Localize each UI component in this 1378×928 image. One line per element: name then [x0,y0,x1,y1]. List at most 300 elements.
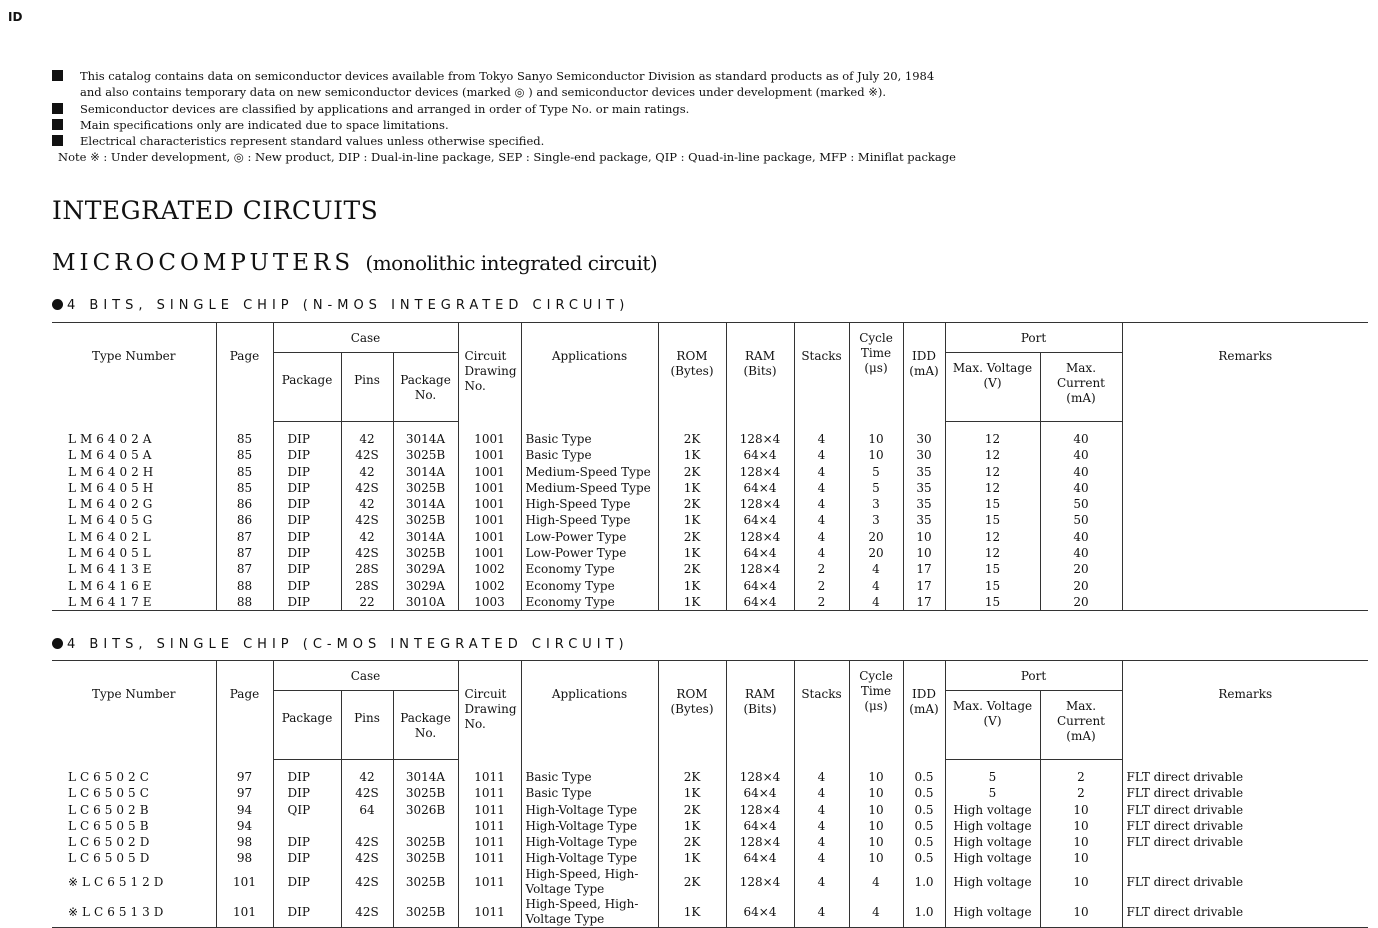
cell-max-current: 20 [1040,578,1122,594]
cell-max-current: 10 [1040,834,1122,850]
cell-page: 86 [216,512,273,528]
cell-cycle-time: 4 [849,594,903,611]
cell-applications: Low-Power Type [521,529,658,545]
cell-type-number: LM6405L [68,546,155,561]
cell-max-current: 20 [1040,561,1122,577]
cell-ram: 128×4 [726,760,794,786]
table-row [52,496,1368,512]
table-row [52,785,1368,801]
cell-pins: 42 [341,422,393,448]
cell-circuit-drawing: 1003 [458,594,521,611]
cell-max-voltage: 12 [945,422,1040,448]
cell-package: QIP [273,802,341,818]
cell-package: DIP [273,529,341,545]
cell-stacks: 4 [794,480,849,496]
cell-page: 85 [216,464,273,480]
cell-ram: 64×4 [726,850,794,866]
col-package-no: Package No. [393,691,458,760]
cell-remarks: FLT direct drivable [1122,834,1368,850]
cell-circuit-drawing: 1011 [458,867,521,897]
cell-idd: 1.0 [903,897,945,928]
col-applications: Applications [521,323,658,422]
col-pins: Pins [341,691,393,760]
table-row [52,578,1368,594]
cell-type-number: LC6505D [68,851,154,866]
cell-remarks [1122,447,1368,463]
cell-idd: 0.5 [903,834,945,850]
cell-idd: 0.5 [903,818,945,834]
cell-ram: 64×4 [726,545,794,561]
cell-applications: High-Speed Type [521,496,658,512]
cell-rom: 2K [658,867,726,897]
col-pins: Pins [341,353,393,422]
cell-package [273,818,341,834]
cell-max-current: 40 [1040,447,1122,463]
nmos-table-body [52,422,1368,611]
cell-applications: Economy Type [521,561,658,577]
cell-stacks: 4 [794,529,849,545]
col-ram: RAM (Bits) [726,661,794,760]
cell-max-voltage: High voltage [945,850,1040,866]
col-port: Port [945,661,1122,691]
cell-package: DIP [273,512,341,528]
cell-rom: 1K [658,447,726,463]
col-idd: IDD (mA) [903,661,945,760]
cell-package-no: 3025B [393,545,458,561]
note-legend: Note ※ : Under development, ◎ : New product, DIP : Dual-in-line package, SEP : Single-end package, QIP : Quad-in-line package, MFP : Miniflat package [58,150,956,165]
table-row [52,802,1368,818]
note-line: and also contains temporary data on new semiconductor devices (marked ◎ ) and semiconductor devices under development (marked ※). [80,85,886,100]
cell-applications: High-Speed, High-Voltage Type [521,867,658,897]
col-applications: Applications [521,661,658,760]
cell-stacks: 4 [794,760,849,786]
cell-remarks [1122,561,1368,577]
cell-package-no: 3014A [393,422,458,448]
cell-package-no: 3014A [393,760,458,786]
col-stacks: Stacks [794,323,849,422]
cell-stacks: 4 [794,867,849,897]
cell-package-no: 3025B [393,834,458,850]
cell-circuit-drawing: 1001 [458,529,521,545]
cell-remarks: FLT direct drivable [1122,818,1368,834]
col-remarks: Remarks [1122,661,1368,760]
cell-idd: 30 [903,447,945,463]
cell-circuit-drawing: 1011 [458,802,521,818]
cell-max-voltage: High voltage [945,802,1040,818]
round-bullet-icon [52,638,63,649]
cell-circuit-drawing: 1001 [458,480,521,496]
cell-pins: 42 [341,760,393,786]
cell-pins: 42S [341,545,393,561]
cell-ram: 128×4 [726,464,794,480]
cell-page: 98 [216,850,273,866]
cell-page: 86 [216,496,273,512]
cell-applications: Medium-Speed Type [521,480,658,496]
page-title: INTEGRATED CIRCUITS [52,196,379,225]
cell-stacks: 2 [794,594,849,611]
cell-rom: 2K [658,464,726,480]
col-page: Page [216,661,273,760]
cell-circuit-drawing: 1001 [458,545,521,561]
cell-type-number: ※LC6513D [52,897,216,928]
cell-remarks [1122,480,1368,496]
cell-package-no: 3026B [393,802,458,818]
cell-circuit-drawing: 1001 [458,512,521,528]
cell-applications: Basic Type [521,760,658,786]
cell-package-no: 3029A [393,561,458,577]
cell-remarks [1122,529,1368,545]
cell-rom: 2K [658,496,726,512]
cell-idd: 10 [903,529,945,545]
col-package: Package [273,353,341,422]
cell-pins: 28S [341,578,393,594]
cell-rom: 2K [658,834,726,850]
cell-cycle-time: 3 [849,512,903,528]
cell-page: 85 [216,447,273,463]
cell-page: 101 [216,897,273,928]
table-row [52,529,1368,545]
cell-stacks: 4 [794,422,849,448]
cell-page: 94 [216,802,273,818]
table-title: 4 BITS, SINGLE CHIP (C-MOS INTEGRATED CIRCUIT) [52,637,629,652]
col-rom: ROM (Bytes) [658,323,726,422]
col-max-current: Max. Current (mA) [1040,691,1122,760]
cell-package-no: 3014A [393,529,458,545]
round-bullet-icon [52,299,63,310]
cell-type-number: LC6505C [68,786,153,801]
cell-stacks: 4 [794,802,849,818]
cell-package: DIP [273,480,341,496]
cell-rom: 1K [658,850,726,866]
cell-idd: 17 [903,561,945,577]
col-case: Case [273,323,458,353]
cell-package: DIP [273,760,341,786]
table-row [52,422,1368,448]
cell-remarks: FLT direct drivable [1122,760,1368,786]
table-row [52,594,1368,611]
cell-type-number: LM6416E [68,578,156,593]
section-heading-note: (monolithic integrated circuit) [365,251,658,275]
cell-stacks: 4 [794,834,849,850]
cell-rom: 2K [658,529,726,545]
cell-circuit-drawing: 1011 [458,785,521,801]
cell-circuit-drawing: 1001 [458,464,521,480]
cell-applications: Low-Power Type [521,545,658,561]
cell-ram: 64×4 [726,897,794,928]
cell-package-no [393,818,458,834]
note-line: This catalog contains data on semiconductor devices available from Tokyo Sanyo Semiconductor Division as standard products as of July 20, 1984 [52,68,956,84]
cell-ram: 64×4 [726,512,794,528]
cell-package: DIP [273,496,341,512]
cell-page: 85 [216,480,273,496]
cell-applications: High-Voltage Type [521,818,658,834]
cell-remarks: FLT direct drivable [1122,802,1368,818]
col-max-current: Max. Current (mA) [1040,353,1122,422]
cell-type-number: LM6405H [68,480,158,495]
cell-pins: 42S [341,512,393,528]
cell-applications: High-Speed Type [521,512,658,528]
table-row [52,480,1368,496]
cell-type-number: LM6413E [68,562,156,577]
cell-pins: 22 [341,594,393,611]
cell-pins: 42 [341,496,393,512]
cell-applications: Basic Type [521,447,658,463]
cell-cycle-time: 4 [849,578,903,594]
cell-max-voltage: High voltage [945,867,1040,897]
cell-idd: 1.0 [903,867,945,897]
cell-max-current: 2 [1040,760,1122,786]
table-row [52,850,1368,866]
cell-type-number: LM6402G [68,497,157,512]
cell-remarks [1122,578,1368,594]
cell-stacks: 4 [794,496,849,512]
cell-max-voltage: 15 [945,496,1040,512]
section-heading-text: MICROCOMPUTERS [52,250,355,276]
cell-package-no: 3025B [393,785,458,801]
cell-cycle-time: 20 [849,529,903,545]
cell-package-no: 3025B [393,512,458,528]
cell-ram: 64×4 [726,818,794,834]
cell-rom: 1K [658,480,726,496]
cell-cycle-time: 10 [849,802,903,818]
cell-idd: 0.5 [903,760,945,786]
cell-page: 87 [216,561,273,577]
cell-cycle-time: 4 [849,897,903,928]
cell-type-number: LM6417E [52,594,216,611]
cell-max-voltage: 5 [945,760,1040,786]
cell-cycle-time: 10 [849,850,903,866]
cell-stacks: 4 [794,447,849,463]
cell-cycle-time: 10 [849,834,903,850]
cell-page: 97 [216,785,273,801]
cell-max-voltage: 5 [945,785,1040,801]
cell-type-number: LM6402A [68,431,156,446]
col-remarks: Remarks [1122,323,1368,422]
cell-stacks: 2 [794,561,849,577]
cell-page: 85 [216,422,273,448]
cell-max-current: 40 [1040,545,1122,561]
cell-applications: Medium-Speed Type [521,464,658,480]
col-max-voltage: Max. Voltage (V) [945,353,1040,422]
cell-stacks: 2 [794,578,849,594]
cell-page: 87 [216,545,273,561]
col-circuit-drawing: Circuit Drawing No. [458,323,521,422]
col-cycle-time: Cycle Time (μs) [849,323,903,422]
cell-remarks [1122,594,1368,611]
cmos-spec-table [52,660,1368,928]
col-case: Case [273,661,458,691]
cell-remarks [1122,464,1368,480]
col-max-voltage: Max. Voltage (V) [945,691,1040,760]
cell-max-voltage: 12 [945,447,1040,463]
cell-package: DIP [273,834,341,850]
cell-package-no: 3025B [393,897,458,928]
cell-max-current: 40 [1040,480,1122,496]
cell-stacks: 4 [794,850,849,866]
cell-max-voltage: High voltage [945,818,1040,834]
cell-package-no: 3025B [393,480,458,496]
cell-idd: 35 [903,464,945,480]
cell-cycle-time: 10 [849,785,903,801]
cell-type-number: LM6402H [68,464,158,479]
cell-pins: 42S [341,850,393,866]
cell-type-number: LC6502B [68,802,153,817]
square-bullet-icon [52,119,63,130]
cell-page: 94 [216,818,273,834]
table-row [52,834,1368,850]
cell-type-number: LC6502C [68,769,153,784]
cell-rom: 1K [658,512,726,528]
col-package-no: Package No. [393,353,458,422]
cell-pins: 42S [341,897,393,928]
cell-max-voltage: High voltage [945,834,1040,850]
cell-idd: 35 [903,512,945,528]
cell-page: 88 [216,578,273,594]
cell-package: DIP [273,464,341,480]
cell-remarks [1122,496,1368,512]
cell-circuit-drawing: 1011 [458,818,521,834]
cell-idd: 0.5 [903,850,945,866]
cell-rom: 2K [658,760,726,786]
col-type-number: Type Number [52,661,216,760]
catalog-notes [52,68,956,166]
cell-idd: 35 [903,496,945,512]
section-heading [52,250,657,276]
nmos-spec-table [52,322,1368,611]
cell-rom: 1K [658,897,726,928]
cell-rom: 1K [658,594,726,611]
cell-page: 101 [216,867,273,897]
cell-max-current: 20 [1040,594,1122,611]
cell-pins: 42S [341,834,393,850]
cell-page: 97 [216,760,273,786]
cell-cycle-time: 10 [849,760,903,786]
cell-type-number: LC6505B [68,818,153,833]
cell-cycle-time: 5 [849,464,903,480]
cell-max-current: 40 [1040,464,1122,480]
square-bullet-icon [52,103,63,114]
cell-stacks: 4 [794,464,849,480]
cell-applications: Economy Type [521,578,658,594]
cell-package-no: 3025B [393,447,458,463]
cell-pins: 64 [341,802,393,818]
cell-max-current: 50 [1040,512,1122,528]
cell-ram: 128×4 [726,529,794,545]
square-bullet-icon [52,135,63,146]
col-stacks: Stacks [794,661,849,760]
cell-max-current: 2 [1040,785,1122,801]
cell-idd: 35 [903,480,945,496]
cell-package-no: 3025B [393,850,458,866]
cell-package-no: 3014A [393,496,458,512]
cell-applications: High-Voltage Type [521,834,658,850]
cell-page: 88 [216,594,273,611]
cell-idd: 0.5 [903,785,945,801]
cell-max-voltage: 15 [945,578,1040,594]
cell-package: DIP [273,850,341,866]
table-row [52,897,1368,928]
cell-applications: High-Speed, High-Voltage Type [521,897,658,928]
cell-cycle-time: 3 [849,496,903,512]
table-row [52,867,1368,897]
cell-cycle-time: 5 [849,480,903,496]
cell-max-voltage: 12 [945,480,1040,496]
cell-applications: High-Voltage Type [521,850,658,866]
cell-package-no: 3025B [393,867,458,897]
cell-stacks: 4 [794,818,849,834]
cell-cycle-time: 4 [849,561,903,577]
cell-applications: Basic Type [521,785,658,801]
cell-ram: 64×4 [726,447,794,463]
cell-max-current: 10 [1040,818,1122,834]
cell-type-number: LM6405G [68,513,157,528]
cell-max-current: 10 [1040,850,1122,866]
cell-package-no: 3029A [393,578,458,594]
cell-circuit-drawing: 1011 [458,897,521,928]
cell-ram: 128×4 [726,496,794,512]
cell-package: DIP [273,545,341,561]
cell-max-voltage: 15 [945,512,1040,528]
col-package: Package [273,691,341,760]
cell-remarks [1122,422,1368,448]
cell-rom: 1K [658,578,726,594]
table-title: 4 BITS, SINGLE CHIP (N-MOS INTEGRATED CIRCUIT) [52,298,629,313]
cell-stacks: 4 [794,512,849,528]
cell-cycle-time: 10 [849,818,903,834]
cell-ram: 128×4 [726,561,794,577]
col-rom: ROM (Bytes) [658,661,726,760]
cell-idd: 30 [903,422,945,448]
cell-type-number: ※LC6512D [68,874,168,889]
cell-max-voltage: 15 [945,594,1040,611]
cell-package-no: 3014A [393,464,458,480]
cell-rom: 1K [658,545,726,561]
cell-idd: 17 [903,578,945,594]
col-cycle-time: Cycle Time (μs) [849,661,903,760]
cell-rom: 2K [658,802,726,818]
table-row [52,447,1368,463]
cell-cycle-time: 20 [849,545,903,561]
cell-package: DIP [273,422,341,448]
cell-type-number: LM6405A [68,448,156,463]
cell-rom: 1K [658,818,726,834]
col-port: Port [945,323,1122,353]
cell-max-voltage: 12 [945,545,1040,561]
cell-stacks: 4 [794,545,849,561]
cell-package: DIP [273,897,341,928]
col-ram: RAM (Bits) [726,323,794,422]
page-mark: ID [8,10,23,24]
table-row [52,464,1368,480]
cell-circuit-drawing: 1001 [458,422,521,448]
table-row [52,561,1368,577]
note-line: Electrical characteristics represent standard values unless otherwise specified. [52,133,956,149]
cell-remarks [1122,850,1368,866]
table-row [52,512,1368,528]
cell-idd: 0.5 [903,802,945,818]
cell-idd: 10 [903,545,945,561]
cell-ram: 128×4 [726,422,794,448]
cell-idd: 17 [903,594,945,611]
cell-pins: 42S [341,785,393,801]
cell-applications: High-Voltage Type [521,802,658,818]
cell-max-voltage: 15 [945,561,1040,577]
cell-max-current: 10 [1040,867,1122,897]
cell-package: DIP [273,561,341,577]
cell-pins: 42 [341,529,393,545]
cell-applications: Basic Type [521,422,658,448]
cell-circuit-drawing: 1002 [458,578,521,594]
